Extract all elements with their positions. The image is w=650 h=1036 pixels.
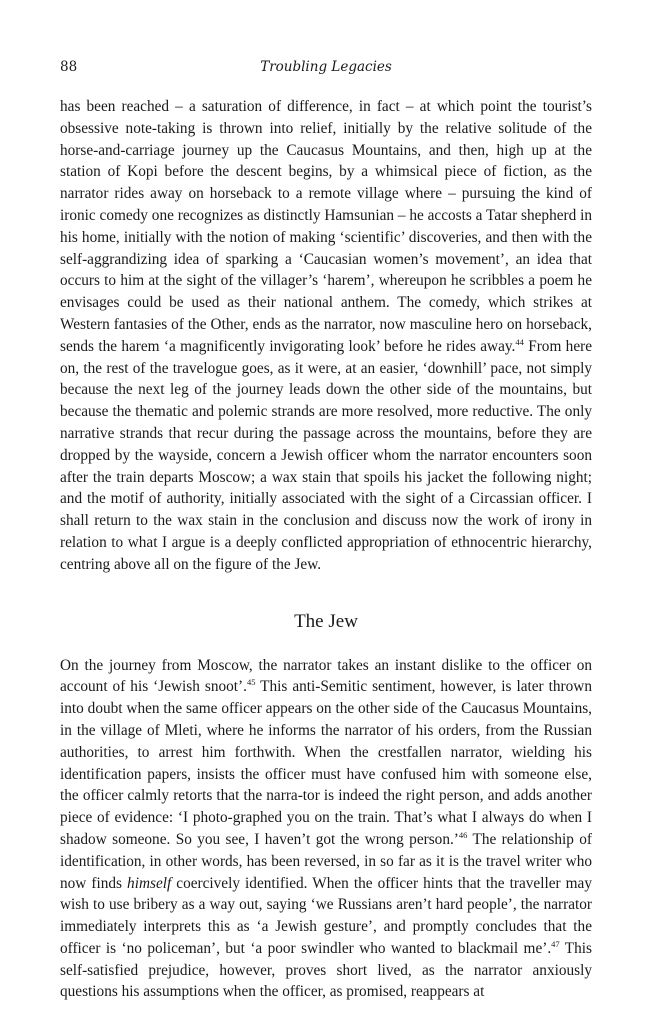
footnote-ref-46[interactable]: 46 [458, 829, 468, 840]
paragraph-text: coercively identified. When the officer hints that the traveller may wish to use bribery as a way out, saying ‘we Russians aren’t hard people’, the narrator immediately interprets this as ‘a Jewish gesture’, and promptly concludes that the officer is ‘no policeman’, but ‘a poor swindler who wanted to blackmail me’. [60, 874, 592, 957]
paragraph-text: This self-satisfied prejudice, however, proves short lived, as the narrator anxiously questions his assumptions when the officer, as promised, reappears at [60, 939, 592, 1001]
body-paragraph-2 [60, 655, 592, 1004]
paragraph-text: On the journey from Moscow, the narrator takes an instant dislike to the officer on account of his ‘Jewish snoot’. [60, 656, 592, 696]
paragraph-text: The relationship of identification, in other words, has been reversed, in so far as it is the travel writer who now finds [60, 830, 592, 892]
running-title: Troubling Legacies [260, 59, 392, 75]
section-heading: The Jew [294, 610, 358, 632]
paragraph-text: This anti-Semitic sentiment, however, is later thrown into doubt when the same officer appears on the other side of the Caucasus Mountains, in the village of Mleti, where he informs the narrator of his orders, from the Russian authorities, to arrest him forthwith. When the crestfallen narrator, wielding his identification papers, insists the officer must have confused him with someone else, the officer calmly retorts that the narra-tor is indeed the right person, and adds another piece of evidence: ‘I photo-graphed you on the train. That’s what I always do when I shadow someone. So you see, I haven’t got the wrong person.’ [60, 678, 592, 848]
footnote-ref-45[interactable]: 45 [246, 677, 256, 688]
emphasis-text: himself [127, 874, 172, 892]
body-paragraph-1 [60, 96, 592, 576]
paragraph-text: has been reached – a saturation of difference, in fact – at which point the tourist’s obsessive note-taking is thrown into relief, initially by the relative solitude of the horse-and-carriage journey up the Caucasus Mountains, and then, high up at the station of Kopi before the descent begins, by a whimsical piece of fiction, as the narrator rides away on horseback to a remote village where – pursuing the kind of ironic comedy one recognizes as distinctly Hamsunian – he accosts a Tatar shepherd in his home, initially with the notion of making ‘scientific’ discoveries, and then with the self-aggrandizing idea of sparking a ‘Caucasian women’s movement’, an idea that occurs to him at the sight of the villager’s ‘harem’, whereupon he scribbles a poem he envisages could be used as their national anthem. The comedy, which strikes at Western fantasies of the Other, ends as the narrator, now masculine hero on horseback, sends the harem ‘a magnificently invigorating look’ before he rides away. [60, 98, 592, 355]
document-page [60, 56, 592, 1003]
footnote-ref-47[interactable]: 47 [551, 938, 560, 949]
footnote-ref-44[interactable]: 44 [515, 336, 524, 347]
paragraph-text: From here on, the rest of the travelogue goes, as it were, at an easier, ‘downhill’ pace, not simply because the next leg of the journey leads down the other side of the mountains, but because the thematic and polemic strands are more resolved, more reductive. The only narrative strands that recur during the passage across the mountains, before they are dropped by the wayside, concern a Jewish officer whom the narrator encounters soon after the train departs Moscow; a wax stain that spoils his jacket the following night; and the motif of authority, initially associated with the sight of a Circassian officer. I shall return to the wax stain in the conclusion and discuss now the work of irony in relation to what I argue is a deeply conflicted appropriation of ethnocentric hierarchy, centring above all on the figure of the Jew. [60, 337, 592, 573]
page-number: 88 [60, 59, 78, 75]
running-head [60, 56, 592, 78]
